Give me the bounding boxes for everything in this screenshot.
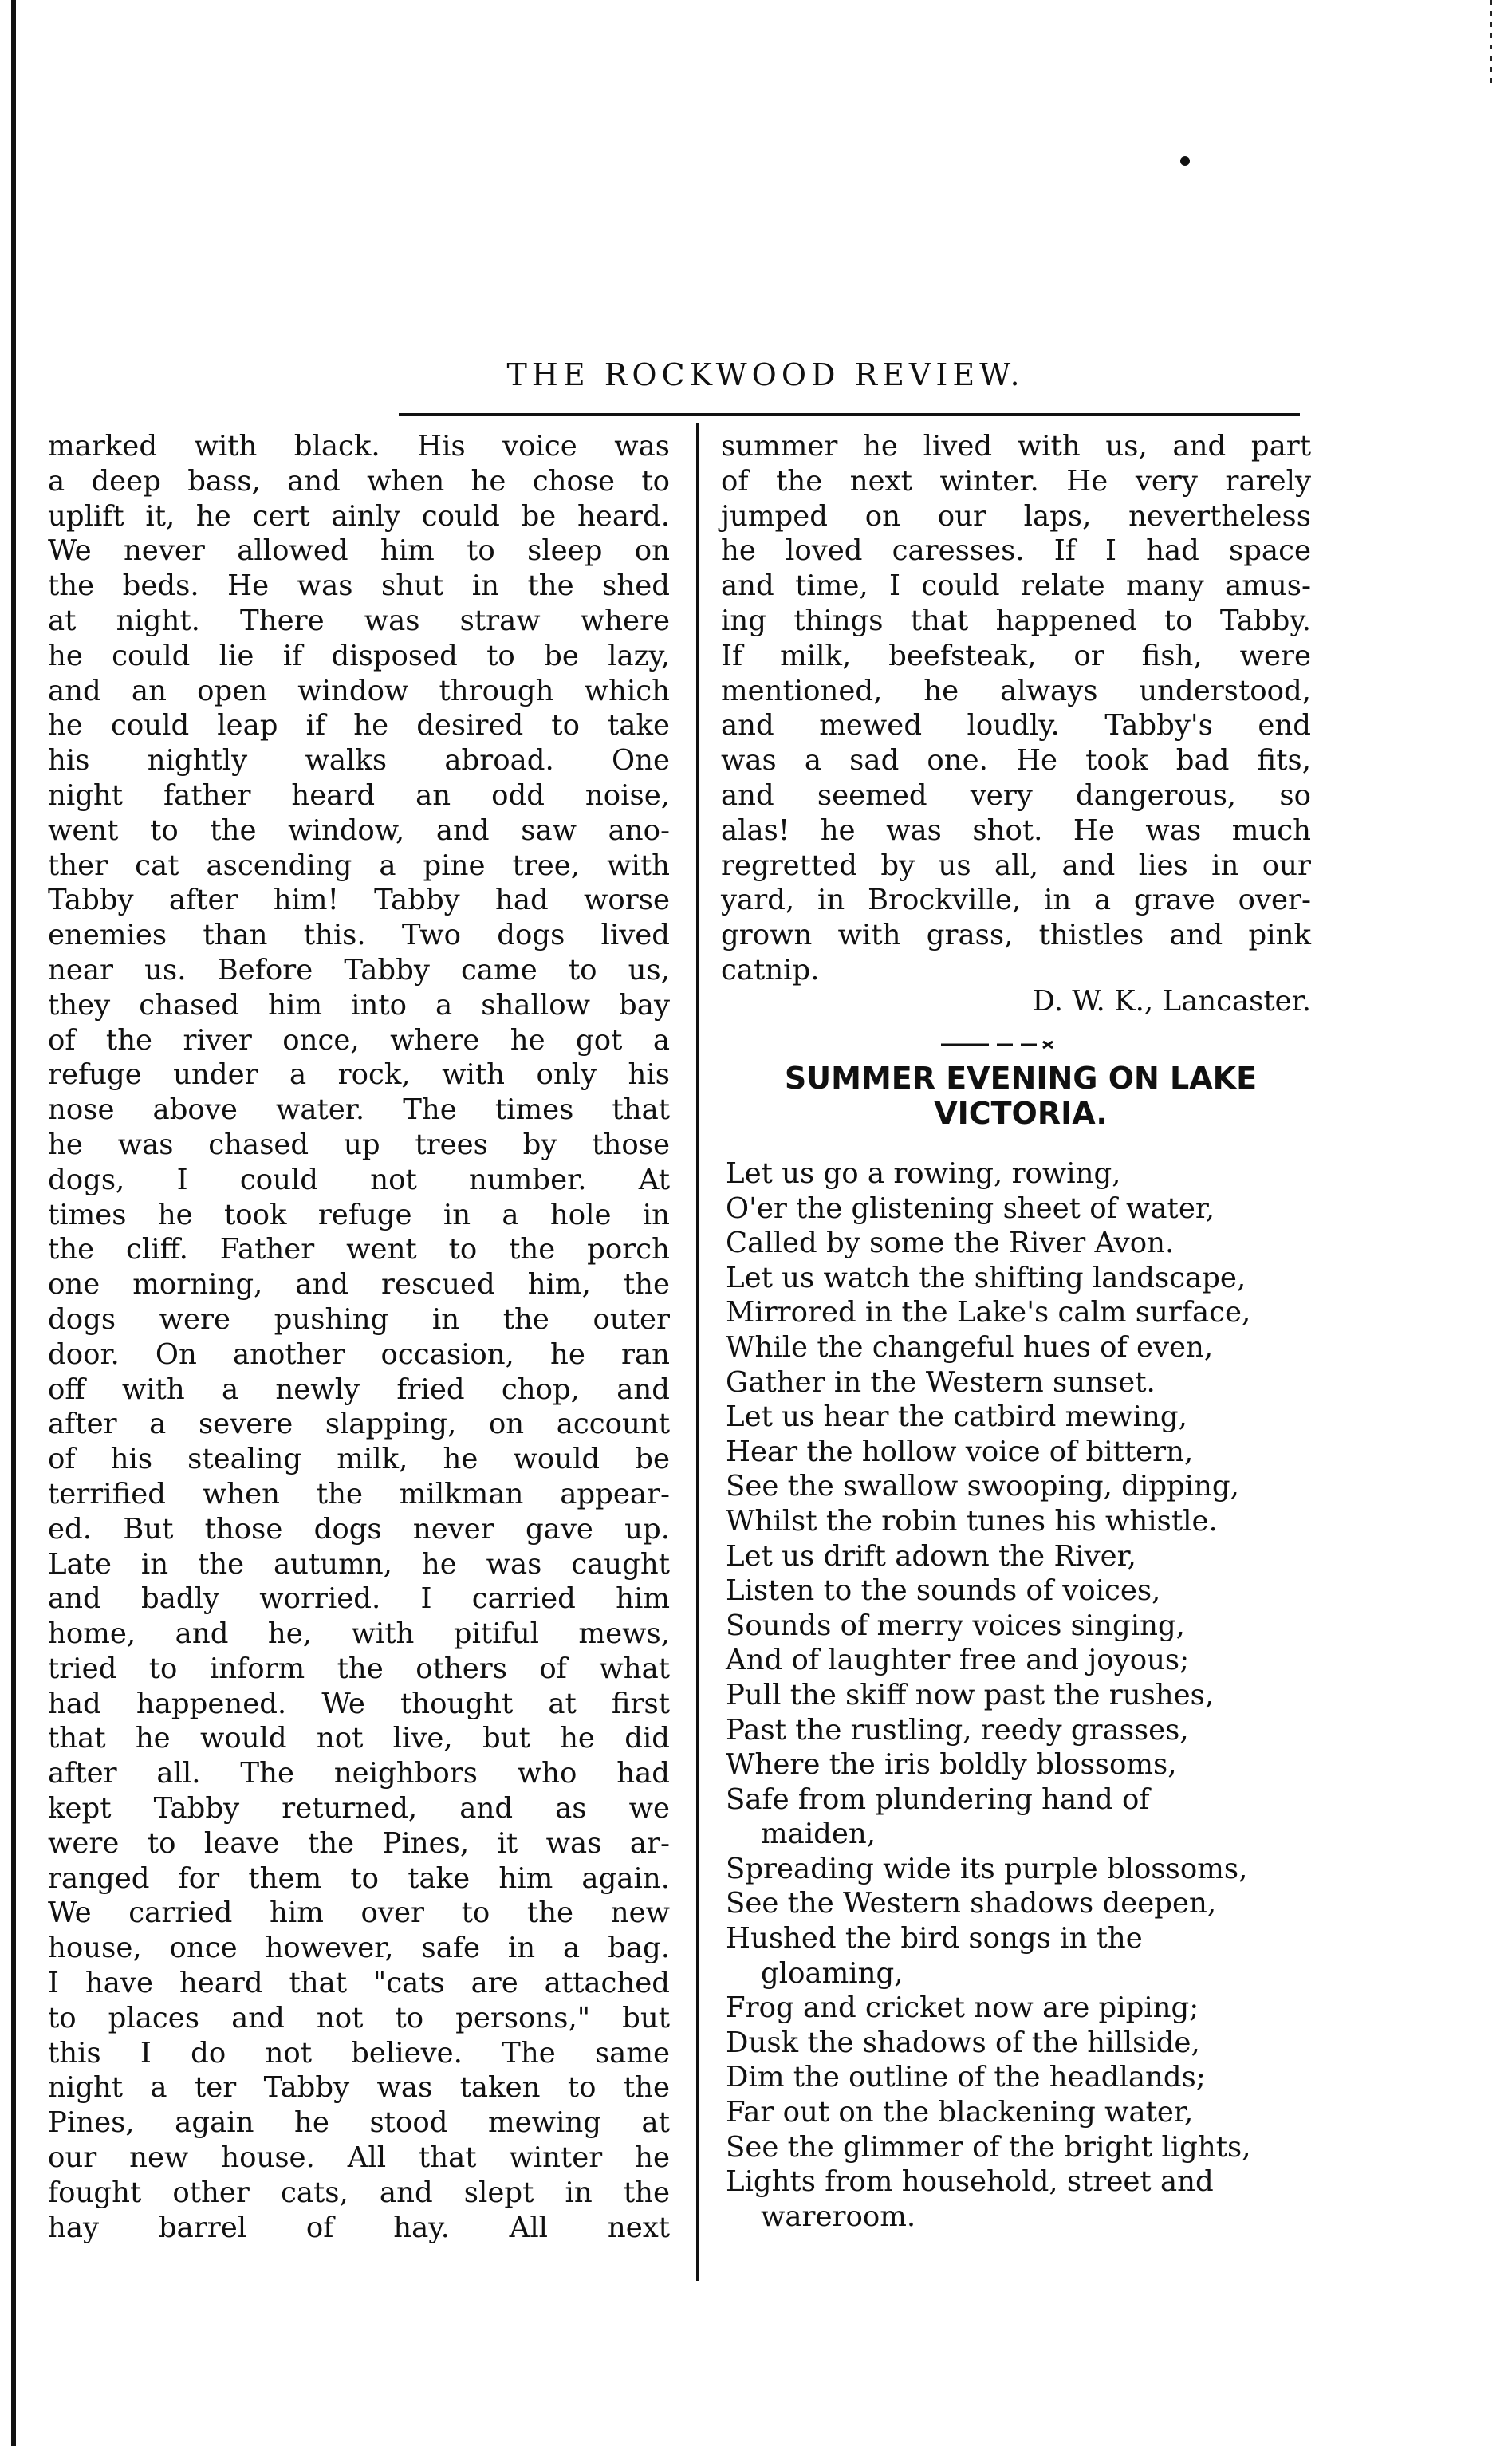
text-line: Pines, again he stood mewing at (48, 2106, 670, 2140)
left-column-text (48, 429, 670, 2245)
text-line: uplift it, he cert ainly could be heard. (48, 499, 670, 533)
text-line: summer he lived with us, and part (721, 430, 1311, 463)
text-line: ranged for them to take him again. (48, 1861, 670, 1895)
text-line: ing things that happened to Tabby. (721, 604, 1311, 637)
poem-line: See the Western shadows deepen, (726, 1887, 1217, 1920)
right-column-prose (721, 429, 1311, 988)
text-line: enemies than this. Two dogs lived (48, 919, 670, 952)
text-line: regretted by us all, and lies in our (721, 849, 1311, 882)
header-rule (399, 413, 1300, 416)
poem-line: Listen to the sounds of voices, (726, 1574, 1161, 1608)
text-line: at night. There was straw where (48, 604, 670, 637)
text-line: to places and not to persons," but (48, 2001, 670, 2034)
poem-line: Let us hear the catbird mewing, (726, 1400, 1187, 1434)
poem-line: Pull the skiff now past the rushes, (726, 1678, 1215, 1711)
author-signature: D. W. K., Lancaster. (1032, 985, 1311, 1018)
running-head: THE ROCKWOOD REVIEW. (506, 357, 1025, 392)
text-line: of his stealing milk, he would be (48, 1443, 670, 1476)
poem-line: Past the rustling, reedy grasses, (726, 1713, 1189, 1747)
text-line: refuge under a rock, with only his (48, 1058, 670, 1092)
poem-line: wareroom. (761, 2200, 916, 2233)
text-line: near us. Before Tabby came to us, (48, 953, 670, 987)
poem-line: Where the iris boldly blossoms, (726, 1748, 1177, 1782)
text-line: hay barrel of hay. All next (48, 2211, 670, 2244)
text-line: after all. The neighbors who had (48, 1757, 670, 1790)
poem-line: Sounds of merry voices singing, (726, 1609, 1185, 1642)
poem-title (742, 1061, 1300, 1131)
section-divider-ornament (933, 1037, 1093, 1053)
text-line: door. On another occasion, he ran (48, 1337, 670, 1371)
page-left-border (11, 0, 16, 2446)
text-line: grown with grass, thistles and pink (721, 919, 1311, 952)
text-line: and seemed very dangerous, so (721, 778, 1311, 812)
text-line: We carried him over to the new (48, 1897, 670, 1930)
text-line: house, once however, safe in a bag. (48, 1932, 670, 1965)
text-line: one morning, and rescued him, the (48, 1268, 670, 1302)
text-line: the cliff. Father went to the porch (48, 1233, 670, 1266)
poem-title-line-1: SUMMER EVENING ON LAKE (784, 1061, 1258, 1096)
text-line: night father heard an odd noise, (48, 778, 670, 812)
text-line: jumped on our laps, nevertheless (721, 499, 1311, 533)
text-line: he could leap if he desired to take (48, 709, 670, 742)
text-line: ed. But those dogs never gave up. (48, 1512, 670, 1546)
text-line: a deep bass, and when he chose to (48, 464, 670, 498)
poem-line: Whilst the robin tunes his whistle. (726, 1504, 1218, 1538)
text-line: and badly worried. I carried him (48, 1582, 670, 1616)
text-line: We never allowed him to sleep on (48, 534, 670, 568)
page-edge-marks (1490, 0, 1492, 88)
text-line: Late in the autumn, he was caught (48, 1547, 670, 1581)
text-line: that he would not live, but he did (48, 1722, 670, 1755)
text-line: alas! he was shot. He was much (721, 813, 1311, 847)
poem-line: Mirrored in the Lake's calm surface, (726, 1296, 1251, 1329)
poem-line: And of laughter free and joyous; (726, 1644, 1190, 1677)
text-line: times he took refuge in a hole in (48, 1198, 670, 1231)
poem-line: Hushed the bird songs in the (726, 1922, 1143, 1956)
poem-line: Gather in the Western sunset. (726, 1365, 1156, 1399)
poem-line: See the glimmer of the bright lights, (726, 2130, 1251, 2164)
poem-line: Hear the hollow voice of bittern, (726, 1435, 1194, 1468)
text-line: nose above water. The times that (48, 1093, 670, 1127)
text-line: this I do not believe. The same (48, 2036, 670, 2070)
text-line: were to leave the Pines, it was ar- (48, 1826, 670, 1860)
poem-line: Far out on the blackening water, (726, 2096, 1194, 2129)
text-line: terrified when the milkman appear- (48, 1477, 670, 1511)
text-line: off with a newly fried chop, and (48, 1373, 670, 1406)
text-line: after a severe slapping, on account (48, 1408, 670, 1441)
text-line: of the river once, where he got a (48, 1023, 670, 1057)
text-line: he could lie if disposed to be lazy, (48, 639, 670, 672)
text-line: the beds. He was shut in the shed (48, 569, 670, 603)
poem-title-line-2: VICTORIA. (934, 1096, 1108, 1131)
poem-line: Safe from plundering hand of (726, 1782, 1150, 1816)
poem-line: O'er the glistening sheet of water, (726, 1191, 1215, 1225)
poem-line: Frog and cricket now are piping; (726, 1991, 1199, 2025)
text-line: yard, in Brockville, in a grave over- (721, 884, 1311, 917)
text-line: they chased him into a shallow bay (48, 988, 670, 1022)
poem-line: Let us drift adown the River, (726, 1539, 1136, 1573)
poem-line: Let us go a rowing, rowing, (726, 1157, 1121, 1190)
poem-line: Let us watch the shifting landscape, (726, 1261, 1246, 1294)
text-line: had happened. We thought at first (48, 1687, 670, 1720)
text-line: he loved caresses. If I had space (721, 534, 1311, 568)
poem-line: Called by some the River Avon. (726, 1227, 1175, 1260)
text-line: our new house. All that winter he (48, 2141, 670, 2175)
ink-dot (1180, 156, 1190, 166)
text-line: his nightly walks abroad. One (48, 744, 670, 778)
text-line: mentioned, he always understood, (721, 674, 1311, 707)
text-line: catnip. (721, 953, 820, 987)
text-line: Tabby after him! Tabby had worse (48, 884, 670, 917)
column-divider (696, 423, 699, 2281)
text-line: and an open window through which (48, 674, 670, 707)
text-line: dogs, I could not number. At (48, 1163, 670, 1196)
text-line: dogs were pushing in the outer (48, 1302, 670, 1336)
text-line: I have heard that "cats are attached (48, 1967, 670, 2000)
text-line: of the next winter. He very rarely (721, 464, 1311, 498)
text-line: and mewed loudly. Tabby's end (721, 709, 1311, 742)
text-line: fought other cats, and slept in the (48, 2176, 670, 2209)
text-line: night a ter Tabby was taken to the (48, 2071, 670, 2105)
text-line: marked with black. His voice was (48, 430, 670, 463)
poem-line: gloaming, (761, 1956, 904, 1990)
poem-line: Dim the outline of the headlands; (726, 2061, 1206, 2094)
poem-line: Lights from household, street and (726, 2165, 1214, 2199)
poem-body (726, 1156, 1316, 2234)
text-line: ther cat ascending a pine tree, with (48, 849, 670, 882)
text-line: and time, I could relate many amus- (721, 569, 1311, 603)
text-line: tried to inform the others of what (48, 1652, 670, 1685)
text-line: was a sad one. He took bad fits, (721, 744, 1311, 778)
poem-line: Spreading wide its purple blossoms, (726, 1852, 1248, 1885)
text-line: If milk, beefsteak, or fish, were (721, 639, 1311, 672)
text-line: went to the window, and saw ano- (48, 813, 670, 847)
text-line: he was chased up trees by those (48, 1128, 670, 1161)
poem-line: Dusk the shadows of the hillside, (726, 2026, 1200, 2059)
poem-line: See the swallow swooping, dipping, (726, 1470, 1239, 1503)
poem-line: While the changeful hues of even, (726, 1330, 1214, 1364)
poem-line: maiden, (761, 1818, 876, 1851)
text-line: home, and he, with pitiful mews, (48, 1617, 670, 1651)
text-line: kept Tabby returned, and as we (48, 1792, 670, 1826)
